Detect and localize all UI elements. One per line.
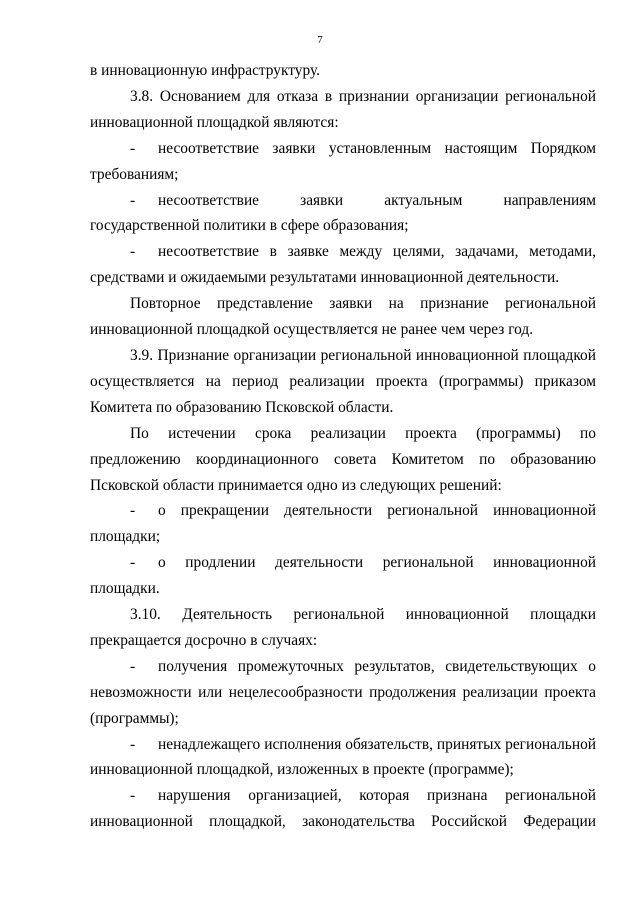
list-dash: - — [130, 657, 136, 675]
paragraph-3-10: 3.10. Деятельность региональной инновационной площадки прекращается досрочно в случаях: — [90, 606, 596, 649]
list-dash: - — [130, 139, 136, 157]
list-dash: - — [130, 787, 136, 805]
page-number: 7 — [317, 34, 323, 46]
list-dash: - — [130, 502, 136, 520]
list-item: - несоответствие заявки установленным настоящим Порядком требованиям; — [90, 136, 596, 188]
list-dash: - — [130, 191, 136, 209]
list-item: - несоответствие заявки актуальным направлениям государственной политики в сфере образования; — [90, 188, 596, 240]
paragraph-3-9: 3.9. Признание организации региональной инновационной площадкой осуществляется на период реализации проекта (программы) приказом Комитета по образованию Псковской области. — [90, 346, 596, 416]
list-item: - нарушения организацией, которая признана региональной инновационной площадкой, законодательства Российской Федерации — [90, 783, 596, 835]
list-item: - получения промежуточных результатов, свидетельствующих о невозможности или нецелесообразности продолжения реализации проекта (программы); — [90, 654, 596, 732]
document-body — [90, 58, 596, 835]
list-dash: - — [130, 735, 136, 753]
list-item: - ненадлежащего исполнения обязательств, принятых региональной инновационной площадкой, изложенных в проекте (программе); — [90, 732, 596, 784]
paragraph-expiry-decision: По истечении срока реализации проекта (программы) по предложению координационного совета Комитетом по образованию Псковской области принимается одно из следующих решений: — [90, 424, 596, 494]
paragraph-3-8: 3.8. Основанием для отказа в признании организации региональной инновационной площадкой являются: — [90, 87, 596, 131]
list-item: - о продлении деятельности региональной инновационной площадки. — [90, 550, 596, 602]
paragraph-continuation: в инновационную инфраструктуру. — [90, 62, 320, 79]
list-item: - несоответствие в заявке между целями, задачами, методами, средствами и ожидаемыми результатами инновационной деятельности. — [90, 239, 596, 291]
list-item: - о прекращении деятельности региональной инновационной площадки; — [90, 498, 596, 550]
list-dash: - — [130, 554, 136, 572]
list-dash: - — [130, 243, 136, 261]
paragraph-repeat-application: Повторное представление заявки на признание региональной инновационной площадкой осуществляется не ранее чем через год. — [90, 295, 596, 339]
